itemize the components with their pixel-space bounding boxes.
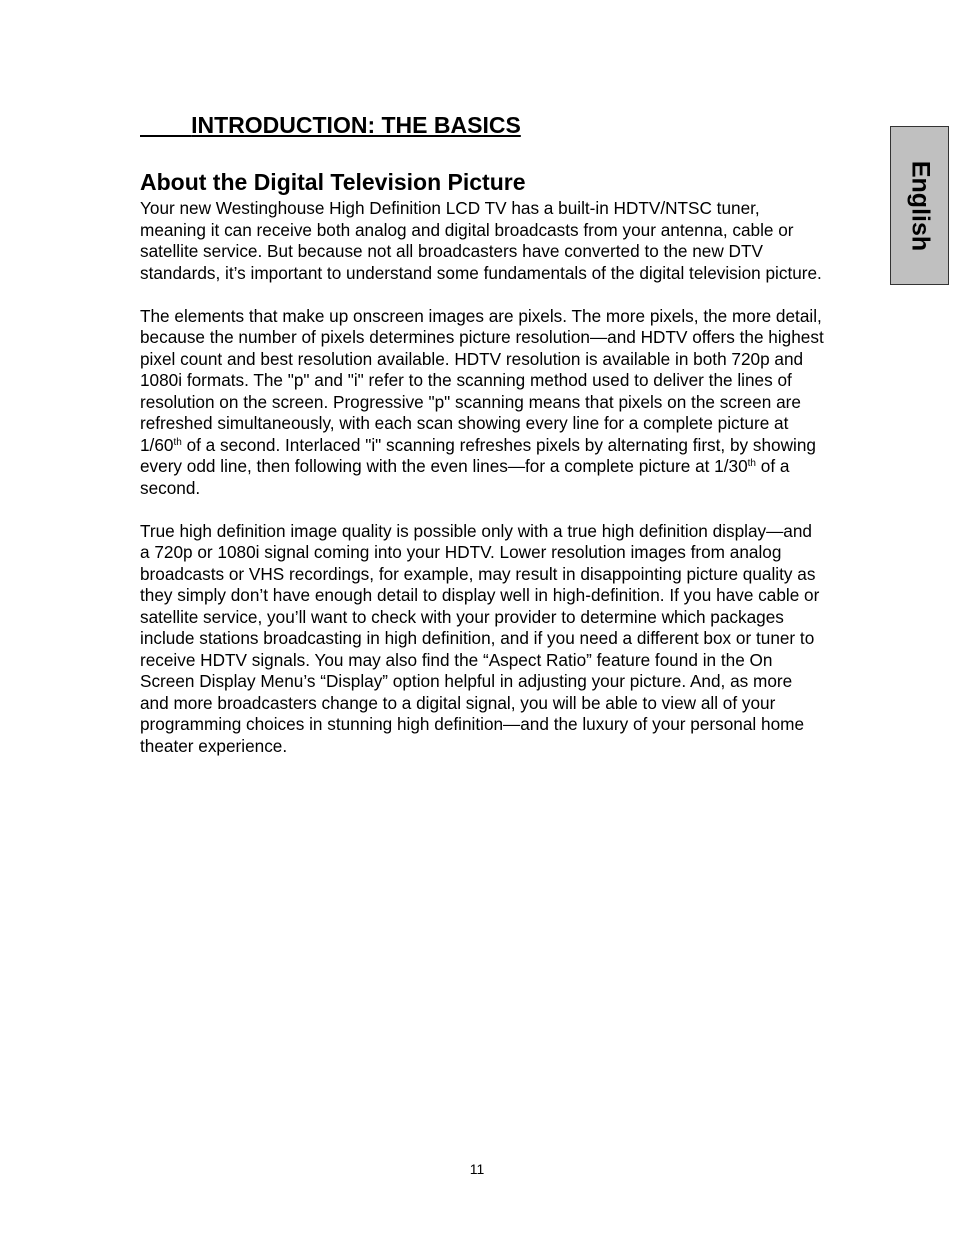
superscript-th-1: th	[173, 436, 182, 448]
chapter-title-text: INTRODUCTION: THE BASICS	[191, 112, 521, 138]
superscript-th-2: th	[747, 458, 756, 469]
paragraph-2-text-c: of a second.	[140, 456, 790, 498]
paragraph-2	[140, 306, 825, 500]
language-tab	[890, 126, 949, 285]
body-text	[140, 198, 825, 779]
chapter-title	[140, 112, 521, 139]
paragraph-1: Your new Westinghouse High Definition LCD TV has a built-in HDTV/NTSC tuner, meaning it can receive both analog and digital broadcasts from your antenna, cable or satellite service. But because not all broadcasters have converted to the new DTV standards, it’s important to understand some fundamentals of the digital television picture.	[140, 198, 822, 283]
paragraph-3: True high definition image quality is possible only with a true high definition display—and a 720p or 1080i signal coming into your HDTV. Lower resolution images from analog broadcasts or VHS recordings, for example, may result in disappointing picture quality as they simply don’t have enough detail to display well in high-definition. If you have cable or satellite service, you’ll want to check with your provider to determine which packages include stations broadcasting in high definition, and if you need a different box or tuner to receive HDTV signals. You may also find the “Aspect Ratio” feature found in the On Screen Display Menu’s “Display” option helpful in adjusting your picture. And, as more and more broadcasters change to a digital signal, you will be able to view all of your programming choices in stunning high definition—and the luxury of your personal home theater experience.	[140, 520, 820, 756]
paragraph-2-text-a: The elements that make up onscreen images are pixels. The more pixels, the more detail, because the number of pixels determines picture resolution—and HDTV offers the highest pixel count and best resolution available. HDTV resolution is available in both 720p and 1080i formats. The "p" and "i" refer to the scanning method used to deliver the lines of resolution on the screen. Progressive "p" scanning means that pixels on the screen are refreshed simultaneously, with each scan showing every line for a complete picture at 1/60	[140, 305, 824, 455]
page-number: 11	[469, 1161, 485, 1177]
section-title: About the Digital Television Picture	[140, 169, 526, 195]
paragraph-2-text-b: of a second. Interlaced "i" scanning refreshes pixels by alternating first, by showing every odd line, then following with the even lines—for a complete picture at 1/30	[140, 434, 816, 476]
language-tab-label: English	[906, 160, 934, 251]
